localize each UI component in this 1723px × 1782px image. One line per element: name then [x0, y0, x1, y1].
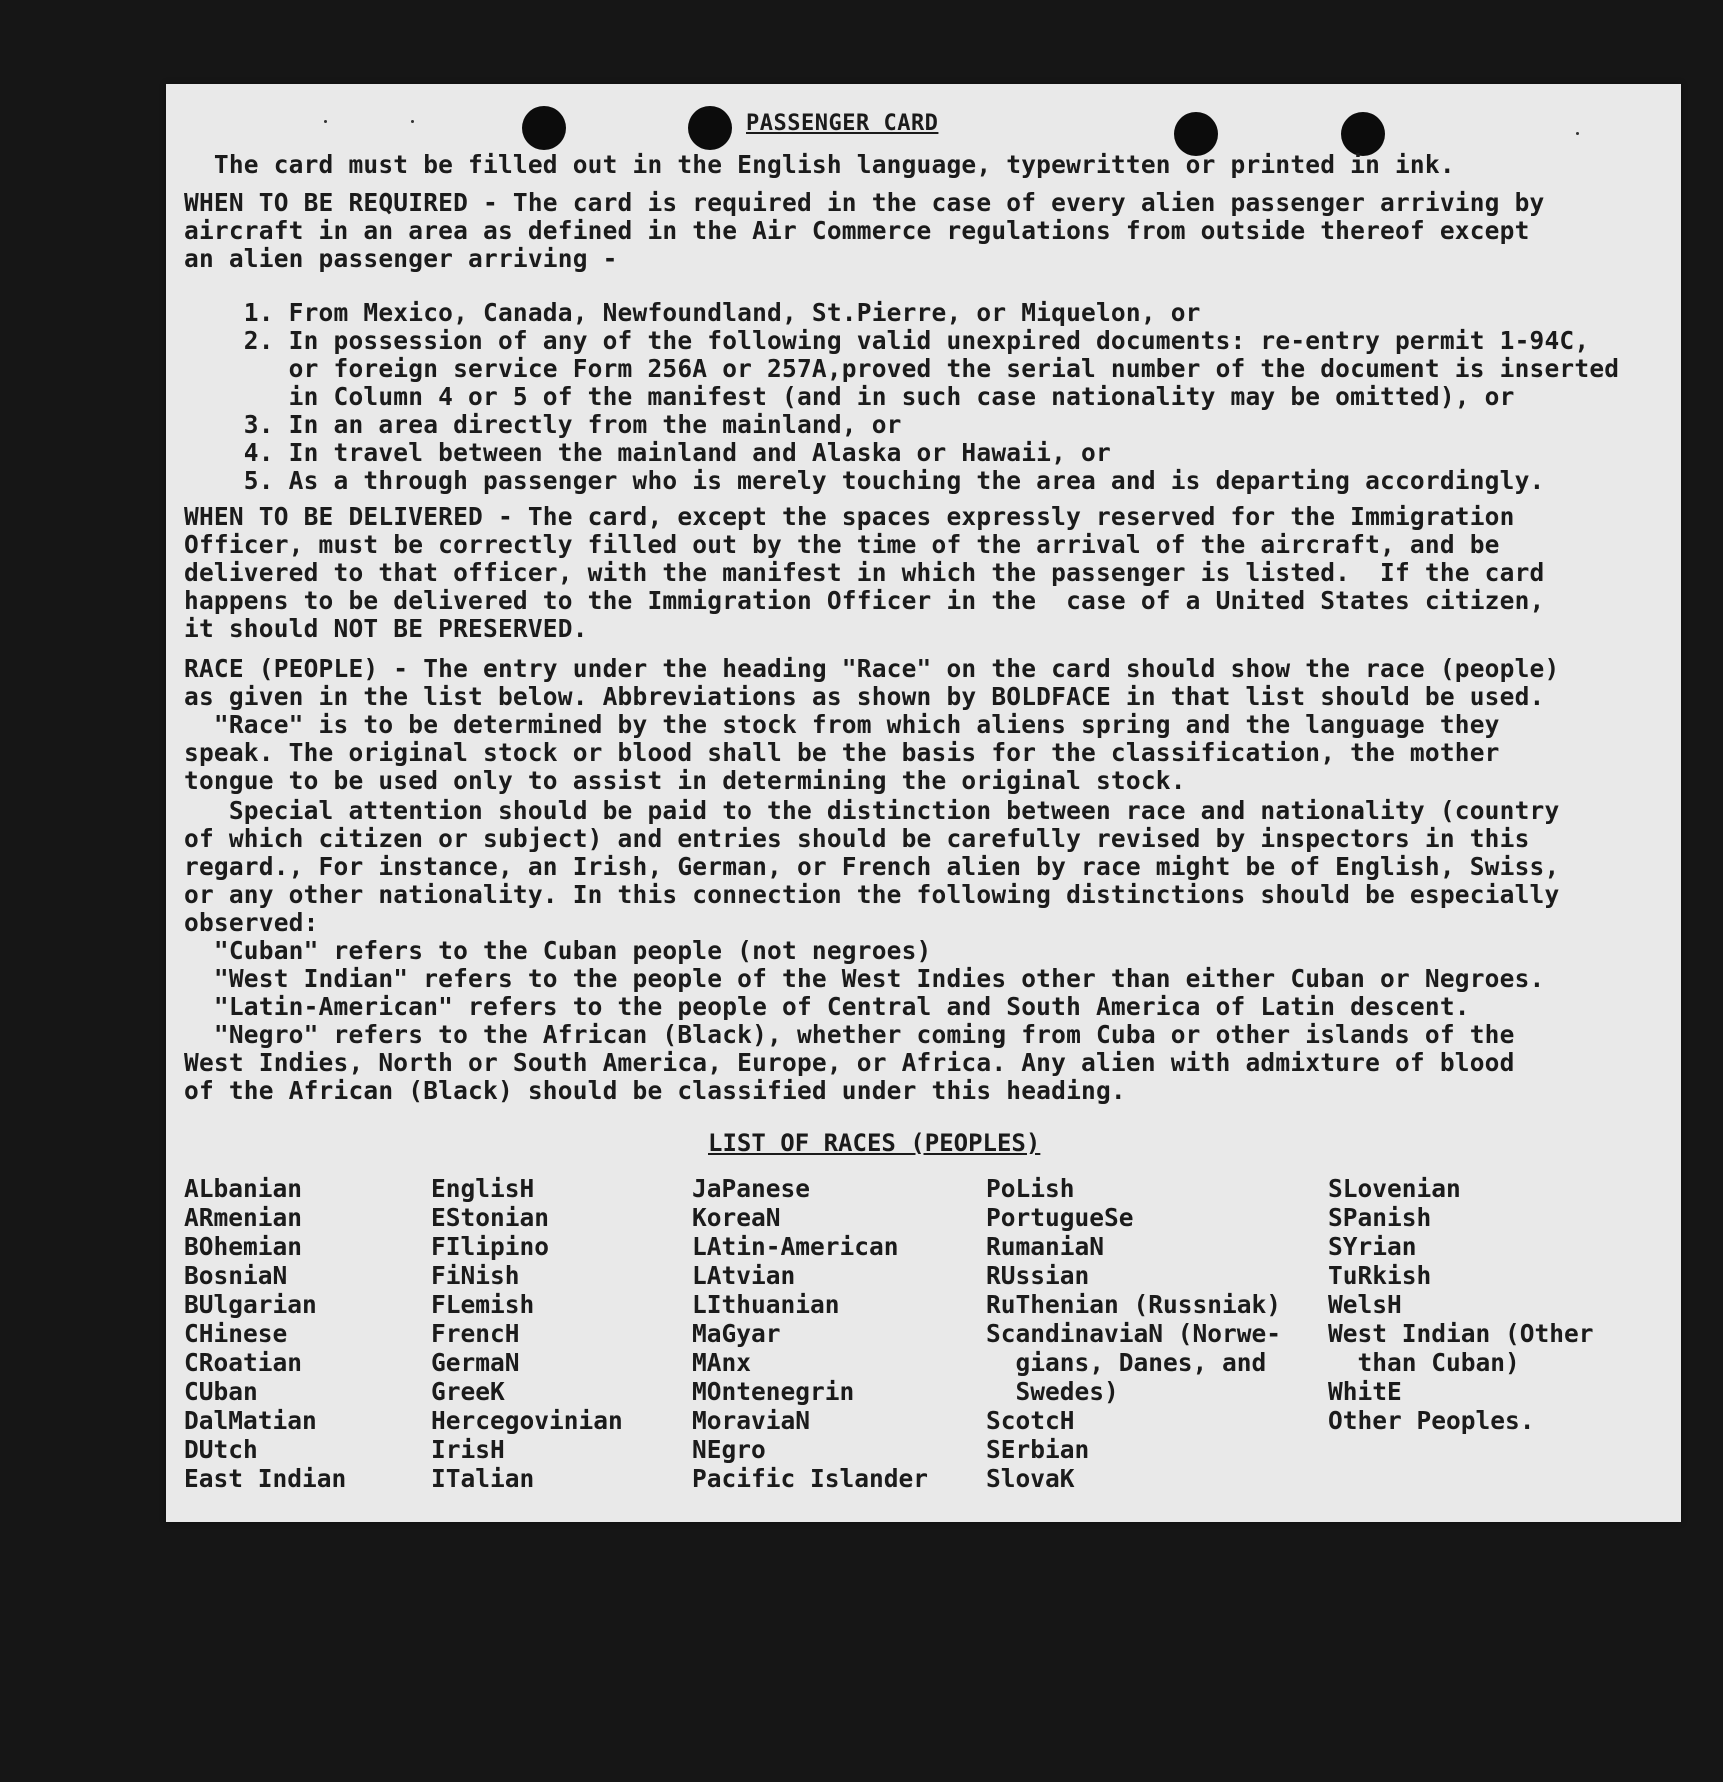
text-line: WHEN TO BE REQUIRED - The card is required in the case of every alien passenger arriving by [184, 188, 1545, 217]
speck [411, 120, 414, 123]
race-entry: LIthuanian [692, 1290, 840, 1319]
race-entry: PortugueSe [986, 1203, 1134, 1232]
race-entry: SLovenian [1328, 1174, 1461, 1203]
race-entry: CHinese [184, 1319, 288, 1348]
text-line: 3. In an area directly from the mainland, or [184, 410, 902, 439]
text-line: of which citizen or subject) and entries should be carefully revised by inspectors in this [184, 824, 1530, 853]
race-entry: SYrian [1328, 1232, 1417, 1261]
race-entry: West Indian (Other [1328, 1319, 1594, 1348]
race-column-4 [986, 1174, 1281, 1493]
race-entry: BOhemian [184, 1232, 303, 1261]
text-line: Officer, must be correctly filled out by the time of the arrival of the aircraft, and be [184, 530, 1500, 559]
text-line: 4. In travel between the mainland and Alaska or Hawaii, or [184, 438, 1111, 467]
race-entry: FiNish [431, 1261, 520, 1290]
text-line: 1. From Mexico, Canada, Newfoundland, St.Pierre, or Miquelon, or [184, 298, 1201, 327]
race-column-3 [692, 1174, 928, 1493]
race-entry: CUban [184, 1377, 258, 1406]
text-line: happens to be delivered to the Immigration Officer in the case of a United States citizen, [184, 586, 1545, 615]
race-entry: gians, Danes, and [986, 1348, 1267, 1377]
text-line: "Cuban" refers to the Cuban people (not negroes) [184, 936, 932, 965]
card-title: PASSENGER CARD [746, 111, 939, 136]
race-entry: GermaN [431, 1348, 520, 1377]
text-line: in Column 4 or 5 of the manifest (and in such case nationality may be omitted), or [184, 382, 1515, 411]
text-line: "West Indian" refers to the people of the West Indies other than either Cuban or Negroes. [184, 964, 1545, 993]
race-entry: FLemish [431, 1290, 535, 1319]
race-entry: Other Peoples. [1328, 1406, 1535, 1435]
race-entry: PoLish [986, 1174, 1075, 1203]
race-entry: FrencH [431, 1319, 520, 1348]
text-line: an alien passenger arriving - [184, 244, 618, 273]
race-entry: SlovaK [986, 1464, 1075, 1493]
race-entry: WhitE [1328, 1377, 1402, 1406]
race-entry: TuRkish [1328, 1261, 1432, 1290]
race-entry: NEgro [692, 1435, 766, 1464]
race-entry: ITalian [431, 1464, 535, 1493]
text-line: "Race" is to be determined by the stock from which aliens spring and the language they [184, 710, 1500, 739]
text-line: of the African (Black) should be classified under this heading. [184, 1076, 1126, 1105]
race-entry: than Cuban) [1328, 1348, 1520, 1377]
text-line: 5. As a through passenger who is merely touching the area and is departing accordingly. [184, 466, 1545, 495]
text-line: "Latin-American" refers to the people of Central and South America of Latin descent. [184, 992, 1470, 1021]
punch-hole [688, 106, 732, 150]
race-entry: GreeK [431, 1377, 505, 1406]
race-entry: FIlipino [431, 1232, 550, 1261]
race-entry: ARmenian [184, 1203, 303, 1232]
race-column-2 [431, 1174, 623, 1493]
race-entry: RumaniaN [986, 1232, 1105, 1261]
text-line: Special attention should be paid to the distinction between race and nationality (country [184, 796, 1560, 825]
text-line: tongue to be used only to assist in determining the original stock. [184, 766, 1186, 795]
text-line: The card must be filled out in the English language, typewritten or printed in ink. [184, 150, 1455, 179]
text-line: WHEN TO BE DELIVERED - The card, except the spaces expressly reserved for the Immigration [184, 502, 1515, 531]
race-column-5 [1328, 1174, 1594, 1435]
text-line: as given in the list below. Abbreviations as shown by BOLDFACE in that list should be used. [184, 682, 1545, 711]
race-entry: MAnx [692, 1348, 752, 1377]
text-line: regard., For instance, an Irish, German, or French alien by race might be of English, Swiss, [184, 852, 1560, 881]
race-entry: ScandinaviaN (Norwe- [986, 1319, 1282, 1348]
race-entry: SErbian [986, 1435, 1090, 1464]
text-line: RACE (PEOPLE) - The entry under the heading "Race" on the card should show the race (people) [184, 654, 1560, 683]
text-line: speak. The original stock or blood shall be the basis for the classification, the mother [184, 738, 1500, 767]
punch-hole [522, 106, 566, 150]
text-line: delivered to that officer, with the manifest in which the passenger is listed. If the card [184, 558, 1545, 587]
race-entry: LAtin-American [692, 1232, 899, 1261]
race-entry: MaGyar [692, 1319, 781, 1348]
text-line: observed: [184, 908, 319, 937]
race-entry: Hercegovinian [431, 1406, 623, 1435]
race-entry: EnglisH [431, 1174, 535, 1203]
race-entry: BUlgarian [184, 1290, 317, 1319]
race-column-1 [184, 1174, 346, 1493]
text-line: or foreign service Form 256A or 257A,proved the serial number of the document is inserted [184, 354, 1620, 383]
race-entry: LAtvian [692, 1261, 796, 1290]
race-entry: DUtch [184, 1435, 258, 1464]
race-entry: IrisH [431, 1435, 505, 1464]
race-entry: SPanish [1328, 1203, 1432, 1232]
race-entry: RuThenian (Russniak) [986, 1290, 1282, 1319]
race-entry: EStonian [431, 1203, 550, 1232]
race-entry: WelsH [1328, 1290, 1402, 1319]
text-line: 2. In possession of any of the following valid unexpired documents: re-entry permit 1-94C, [184, 326, 1590, 355]
text-line: it should NOT BE PRESERVED. [184, 614, 588, 643]
speck [324, 120, 327, 123]
race-entry: ALbanian [184, 1174, 303, 1203]
race-entry: KoreaN [692, 1203, 781, 1232]
race-entry: BosniaN [184, 1261, 288, 1290]
race-entry: CRoatian [184, 1348, 303, 1377]
text-line: West Indies, North or South America, Europe, or Africa. Any alien with admixture of blood [184, 1048, 1515, 1077]
text-line: aircraft in an area as defined in the Air Commerce regulations from outside thereof except [184, 216, 1530, 245]
race-entry: DalMatian [184, 1406, 317, 1435]
race-entry: MOntenegrin [692, 1377, 855, 1406]
text-line: or any other nationality. In this connection the following distinctions should be especially [184, 880, 1560, 909]
race-entry: JaPanese [692, 1174, 811, 1203]
race-entry: RUssian [986, 1261, 1090, 1290]
race-entry: Swedes) [986, 1377, 1119, 1406]
list-title: LIST OF RACES (PEOPLES) [708, 1129, 1041, 1157]
race-entry: East Indian [184, 1464, 347, 1493]
race-entry: MoraviaN [692, 1406, 811, 1435]
passenger-card [166, 84, 1681, 1522]
race-entry: ScotcH [986, 1406, 1075, 1435]
text-line: "Negro" refers to the African (Black), whether coming from Cuba or other islands of the [184, 1020, 1515, 1049]
speck [1576, 132, 1579, 135]
race-entry: Pacific Islander [692, 1464, 929, 1493]
